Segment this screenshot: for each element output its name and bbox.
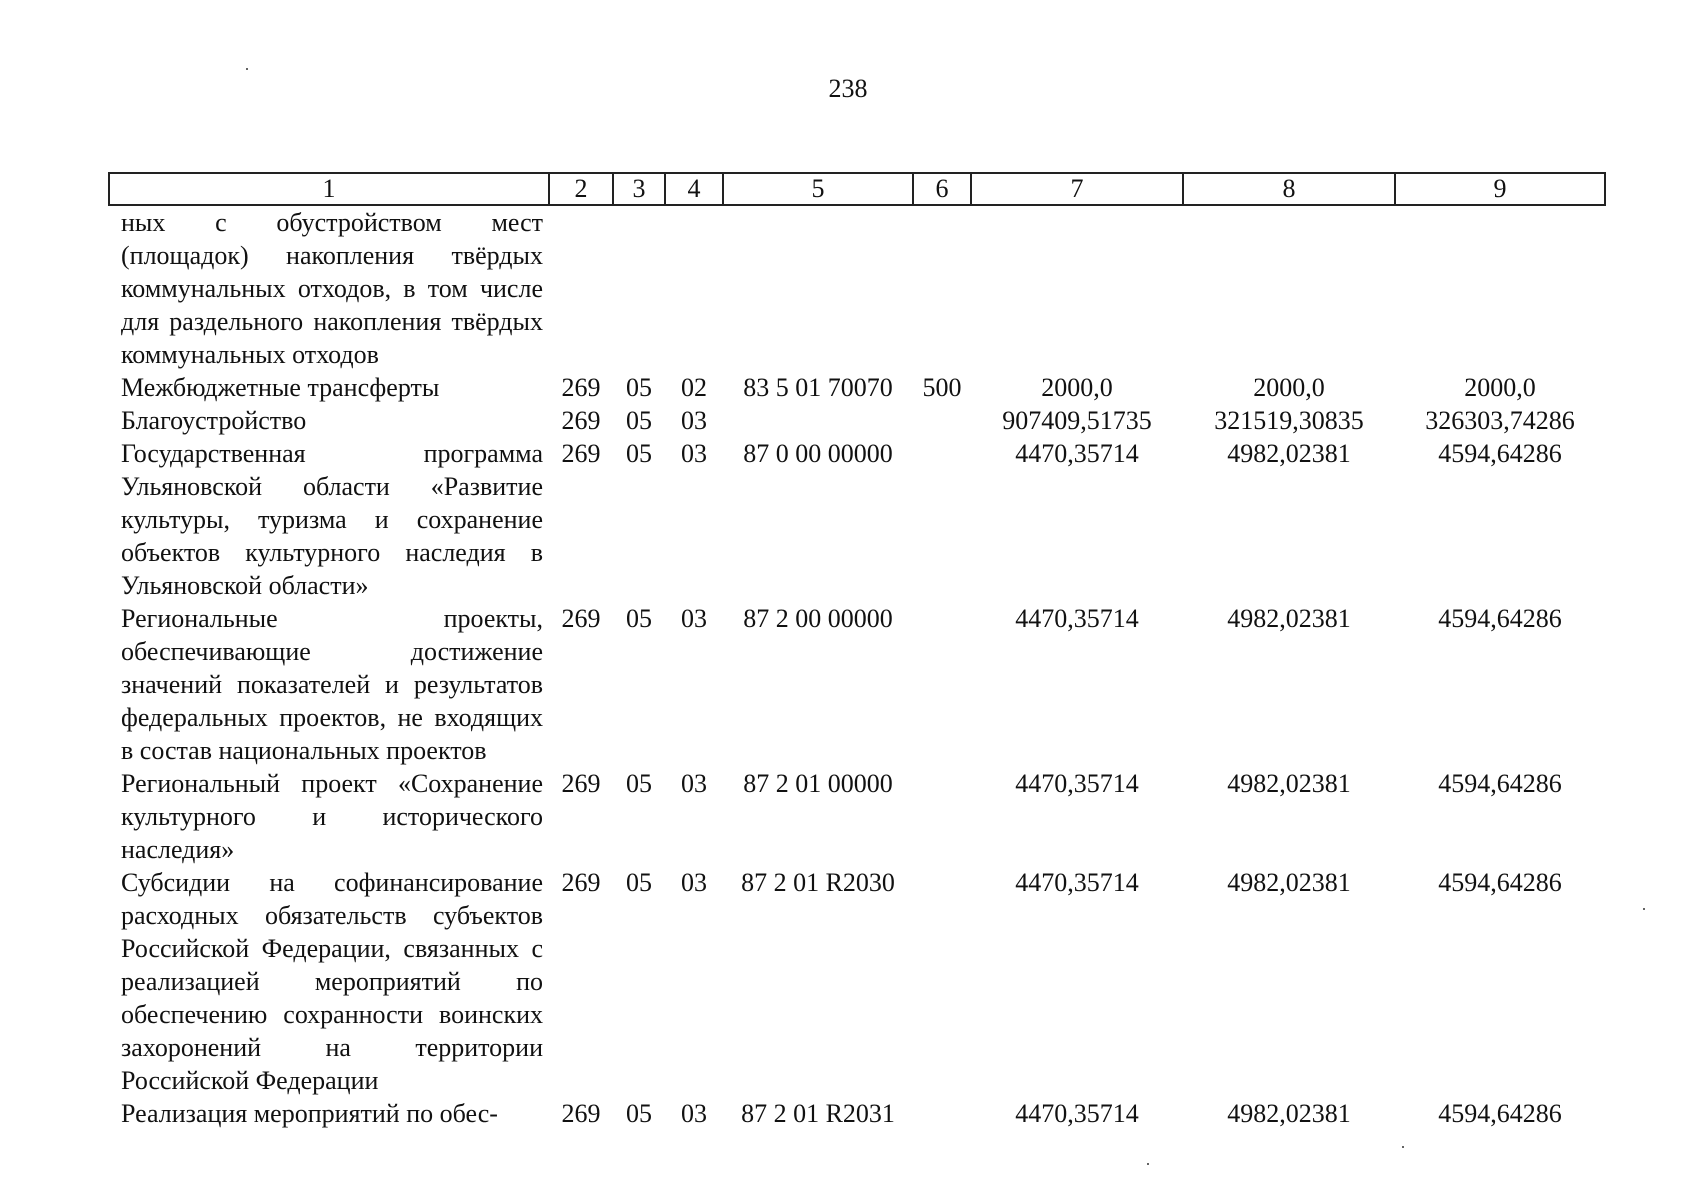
row-name-cell: Государственная программа Ульяновской области «Развитие культуры, туризма и сохранение объектов культурного наследия в Ульяновской области» [121,439,543,600]
table-row [109,602,1605,767]
column-header: 5 [723,173,913,205]
code-cell: 87 2 01 R2030 [741,868,895,897]
row-name-cell: ных с обустройством мест (площадок) накопления твёрдых коммунальных отходов, в том числе для раздельного накопления твёрдых коммунальных отходов [121,208,543,369]
amount-cell: 2000,0 [1464,373,1536,402]
code-cell: 03 [681,439,707,468]
code-cell: 02 [681,373,707,402]
code-cell: 269 [561,868,601,897]
table-row [109,1097,1605,1130]
amount-cell: 4594,64286 [1438,769,1562,798]
column-header: 8 [1183,173,1395,205]
scan-speck [1643,908,1645,910]
code-cell: 269 [561,769,601,798]
amount-cell [1183,205,1395,371]
code-cell: 87 2 01 R2031 [741,1099,895,1128]
amount-cell: 4594,64286 [1438,439,1562,468]
scan-speck [1147,1163,1149,1165]
amount-cell: 4594,64286 [1438,868,1562,897]
row-name-cell: Региональные проекты, обеспечивающие достижение значений показателей и результатов федеральных проектов, не входящих в состав национальных проектов [121,604,543,765]
code-cell: 87 0 00 00000 [743,439,893,468]
amount-cell: 321519,30835 [1214,406,1364,435]
code-cell: 03 [681,868,707,897]
amount-cell: 326303,74286 [1425,406,1575,435]
row-name-cell: Субсидии на софинансирование расходных обязательств субъектов Российской Федерации, связанных с реализацией мероприятий по обеспечению сохранности воинских захоронений на территории Российской Федерации [121,868,543,1095]
code-cell: 05 [626,604,652,633]
code-cell [913,866,971,1097]
table-row [109,371,1605,404]
amount-cell: 4470,35714 [1015,868,1139,897]
code-cell: 269 [561,604,601,633]
code-cell: 269 [561,439,601,468]
amount-cell [1395,205,1605,371]
column-header: 3 [613,173,665,205]
table-row [109,205,1605,371]
row-name-cell: Межбюджетные трансферты [121,373,440,402]
amount-cell: 4470,35714 [1015,604,1139,633]
column-header: 7 [971,173,1183,205]
page-number: 238 [828,74,868,103]
code-cell [549,205,613,371]
amount-cell: 4982,02381 [1227,769,1351,798]
column-header: 4 [665,173,723,205]
code-cell [723,404,913,437]
amount-cell: 4982,02381 [1227,868,1351,897]
row-name-cell: Благоустройство [121,406,307,435]
code-cell [913,437,971,602]
code-cell: 05 [626,439,652,468]
code-cell [913,404,971,437]
code-cell: 05 [626,373,652,402]
code-cell [665,205,723,371]
code-cell: 03 [681,769,707,798]
row-name-cell: Реализация мероприятий по обес- [121,1099,498,1128]
code-cell [913,767,971,866]
amount-cell: 4470,35714 [1015,769,1139,798]
code-cell: 269 [561,406,601,435]
code-cell: 269 [561,1099,601,1128]
table-row [109,767,1605,866]
code-cell [723,205,913,371]
code-cell [913,205,971,371]
table-row [109,404,1605,437]
code-cell: 05 [626,406,652,435]
amount-cell: 4470,35714 [1015,439,1139,468]
code-cell: 500 [922,373,962,402]
code-cell [613,205,665,371]
code-cell [913,1097,971,1130]
code-cell: 05 [626,769,652,798]
amount-cell: 4982,02381 [1227,1099,1351,1128]
amount-cell: 2000,0 [1253,373,1325,402]
column-header: 1 [109,173,549,205]
code-cell: 269 [561,373,601,402]
row-name-cell: Региональный проект «Сохранение культурного и исторического наследия» [121,769,543,864]
column-header: 2 [549,173,613,205]
scan-speck [1402,1146,1404,1148]
code-cell: 05 [626,1099,652,1128]
amount-cell: 4982,02381 [1227,604,1351,633]
header-row [109,173,1605,205]
amount-cell: 4470,35714 [1015,1099,1139,1128]
code-cell: 87 2 01 00000 [743,769,893,798]
budget-table [108,172,1606,1130]
table-row [109,866,1605,1097]
amount-cell: 2000,0 [1041,373,1113,402]
column-header: 6 [913,173,971,205]
table-body [109,205,1605,1130]
code-cell [913,602,971,767]
code-cell: 83 5 01 70070 [743,373,893,402]
code-cell: 03 [681,406,707,435]
amount-cell: 907409,51735 [1002,406,1152,435]
column-header: 9 [1395,173,1605,205]
code-cell: 05 [626,868,652,897]
amount-cell [971,205,1183,371]
amount-cell: 4982,02381 [1227,439,1351,468]
code-cell: 87 2 00 00000 [743,604,893,633]
code-cell: 03 [681,1099,707,1128]
amount-cell: 4594,64286 [1438,604,1562,633]
scan-speck [246,68,248,70]
code-cell: 03 [681,604,707,633]
amount-cell: 4594,64286 [1438,1099,1562,1128]
table-row [109,437,1605,602]
